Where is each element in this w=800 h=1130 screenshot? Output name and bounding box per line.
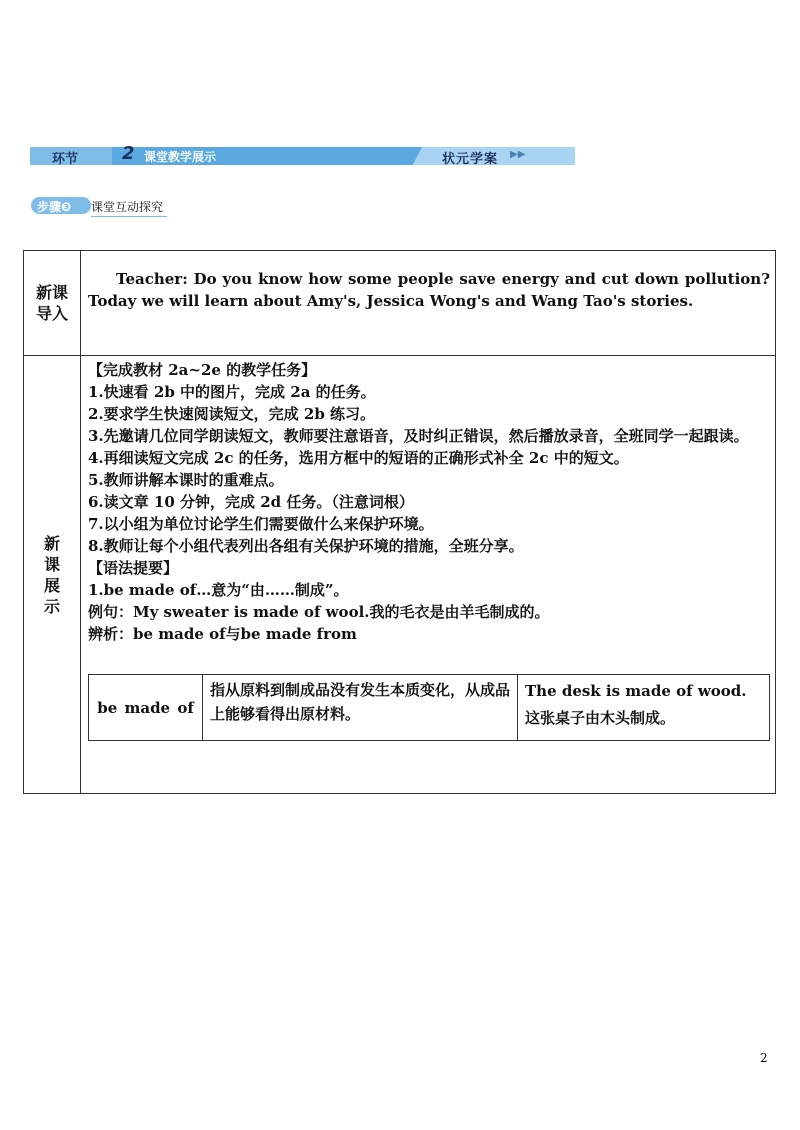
- row-label-show-char: 新: [43, 534, 60, 553]
- page-number: 2: [760, 1051, 768, 1065]
- task-item: 4.再细读短文完成 2c 的任务，选用方框中的短语的正确形式补全 2c 中的短文。: [88, 449, 629, 467]
- grammar-example-en: The desk is made of wood.: [525, 682, 747, 700]
- lesson-table: [23, 250, 776, 794]
- banner-section-label: 环节: [52, 152, 79, 167]
- step-label: 课堂互动探究: [91, 198, 167, 217]
- grammar-heading: 【语法提要】: [88, 559, 179, 577]
- lesson-content: [88, 359, 772, 645]
- grammar-example: 例句：My sweater is made of wool.我的毛衣是由羊毛制成的。: [88, 603, 550, 621]
- grammar-example-zh: 这张桌子由木头制成。: [525, 709, 676, 727]
- task-item: 6.读文章 10 分钟，完成 2d 任务。（注意词根）: [88, 493, 414, 511]
- task-item: 3.先邀请几位同学朗读短文，教师要注意语音，及时纠正错误，然后播放录音，全班同学一起跟读。: [88, 427, 749, 445]
- row-label-intro-line: 导入: [35, 304, 68, 323]
- grammar-explanation: 指从原料到制成品没有发生本质变化，从成品上能够看得出原材料。: [203, 675, 518, 740]
- row-label-show-char: 课: [43, 555, 60, 574]
- row-label-show-char: 展: [43, 576, 60, 595]
- grammar-example-cell: [518, 675, 770, 740]
- grammar-term: be made of: [89, 675, 203, 740]
- step-badge-text: 步骤❸: [37, 200, 72, 214]
- banner-brand: 状元学案: [442, 152, 499, 167]
- task-item: 7.以小组为单位讨论学生们需要做什么来保护环境。: [88, 515, 434, 533]
- banner-title: 课堂教学展示: [144, 150, 217, 164]
- task-heading: 【完成教材 2a~2e 的教学任务】: [88, 361, 317, 379]
- grammar-item: 1.be made of…意为“由……制成”。: [88, 581, 349, 599]
- task-item: 2.要求学生快速阅读短文，完成 2b 练习。: [88, 405, 376, 423]
- grammar-analysis: 辨析：be made of与be made from: [88, 625, 357, 643]
- task-item: 5.教师讲解本课时的重难点。: [88, 471, 284, 489]
- grammar-table: [88, 674, 770, 741]
- section-banner: [30, 143, 575, 167]
- task-item: 1.快速看 2b 中的图片，完成 2a 的任务。: [88, 383, 376, 401]
- row-label-intro-line: 新课: [35, 283, 68, 302]
- intro-text: Teacher: Do you know how some people save energy and cut down pollution? Today we will learn about Amy's, Jessica Wong's and Wang Tao's stories.: [88, 270, 770, 310]
- row-label-show-char: 示: [43, 597, 60, 616]
- task-item: 8.教师让每个小组代表列出各组有关保护环境的措施，全班分享。: [88, 537, 524, 555]
- row-label-show: [24, 356, 80, 794]
- table-column-divider: [80, 251, 81, 793]
- table-row-divider: [24, 355, 775, 356]
- row-label-intro: [24, 251, 80, 355]
- banner-section-number: 2: [122, 143, 135, 164]
- double-arrow-icon: ▶▶: [510, 149, 526, 160]
